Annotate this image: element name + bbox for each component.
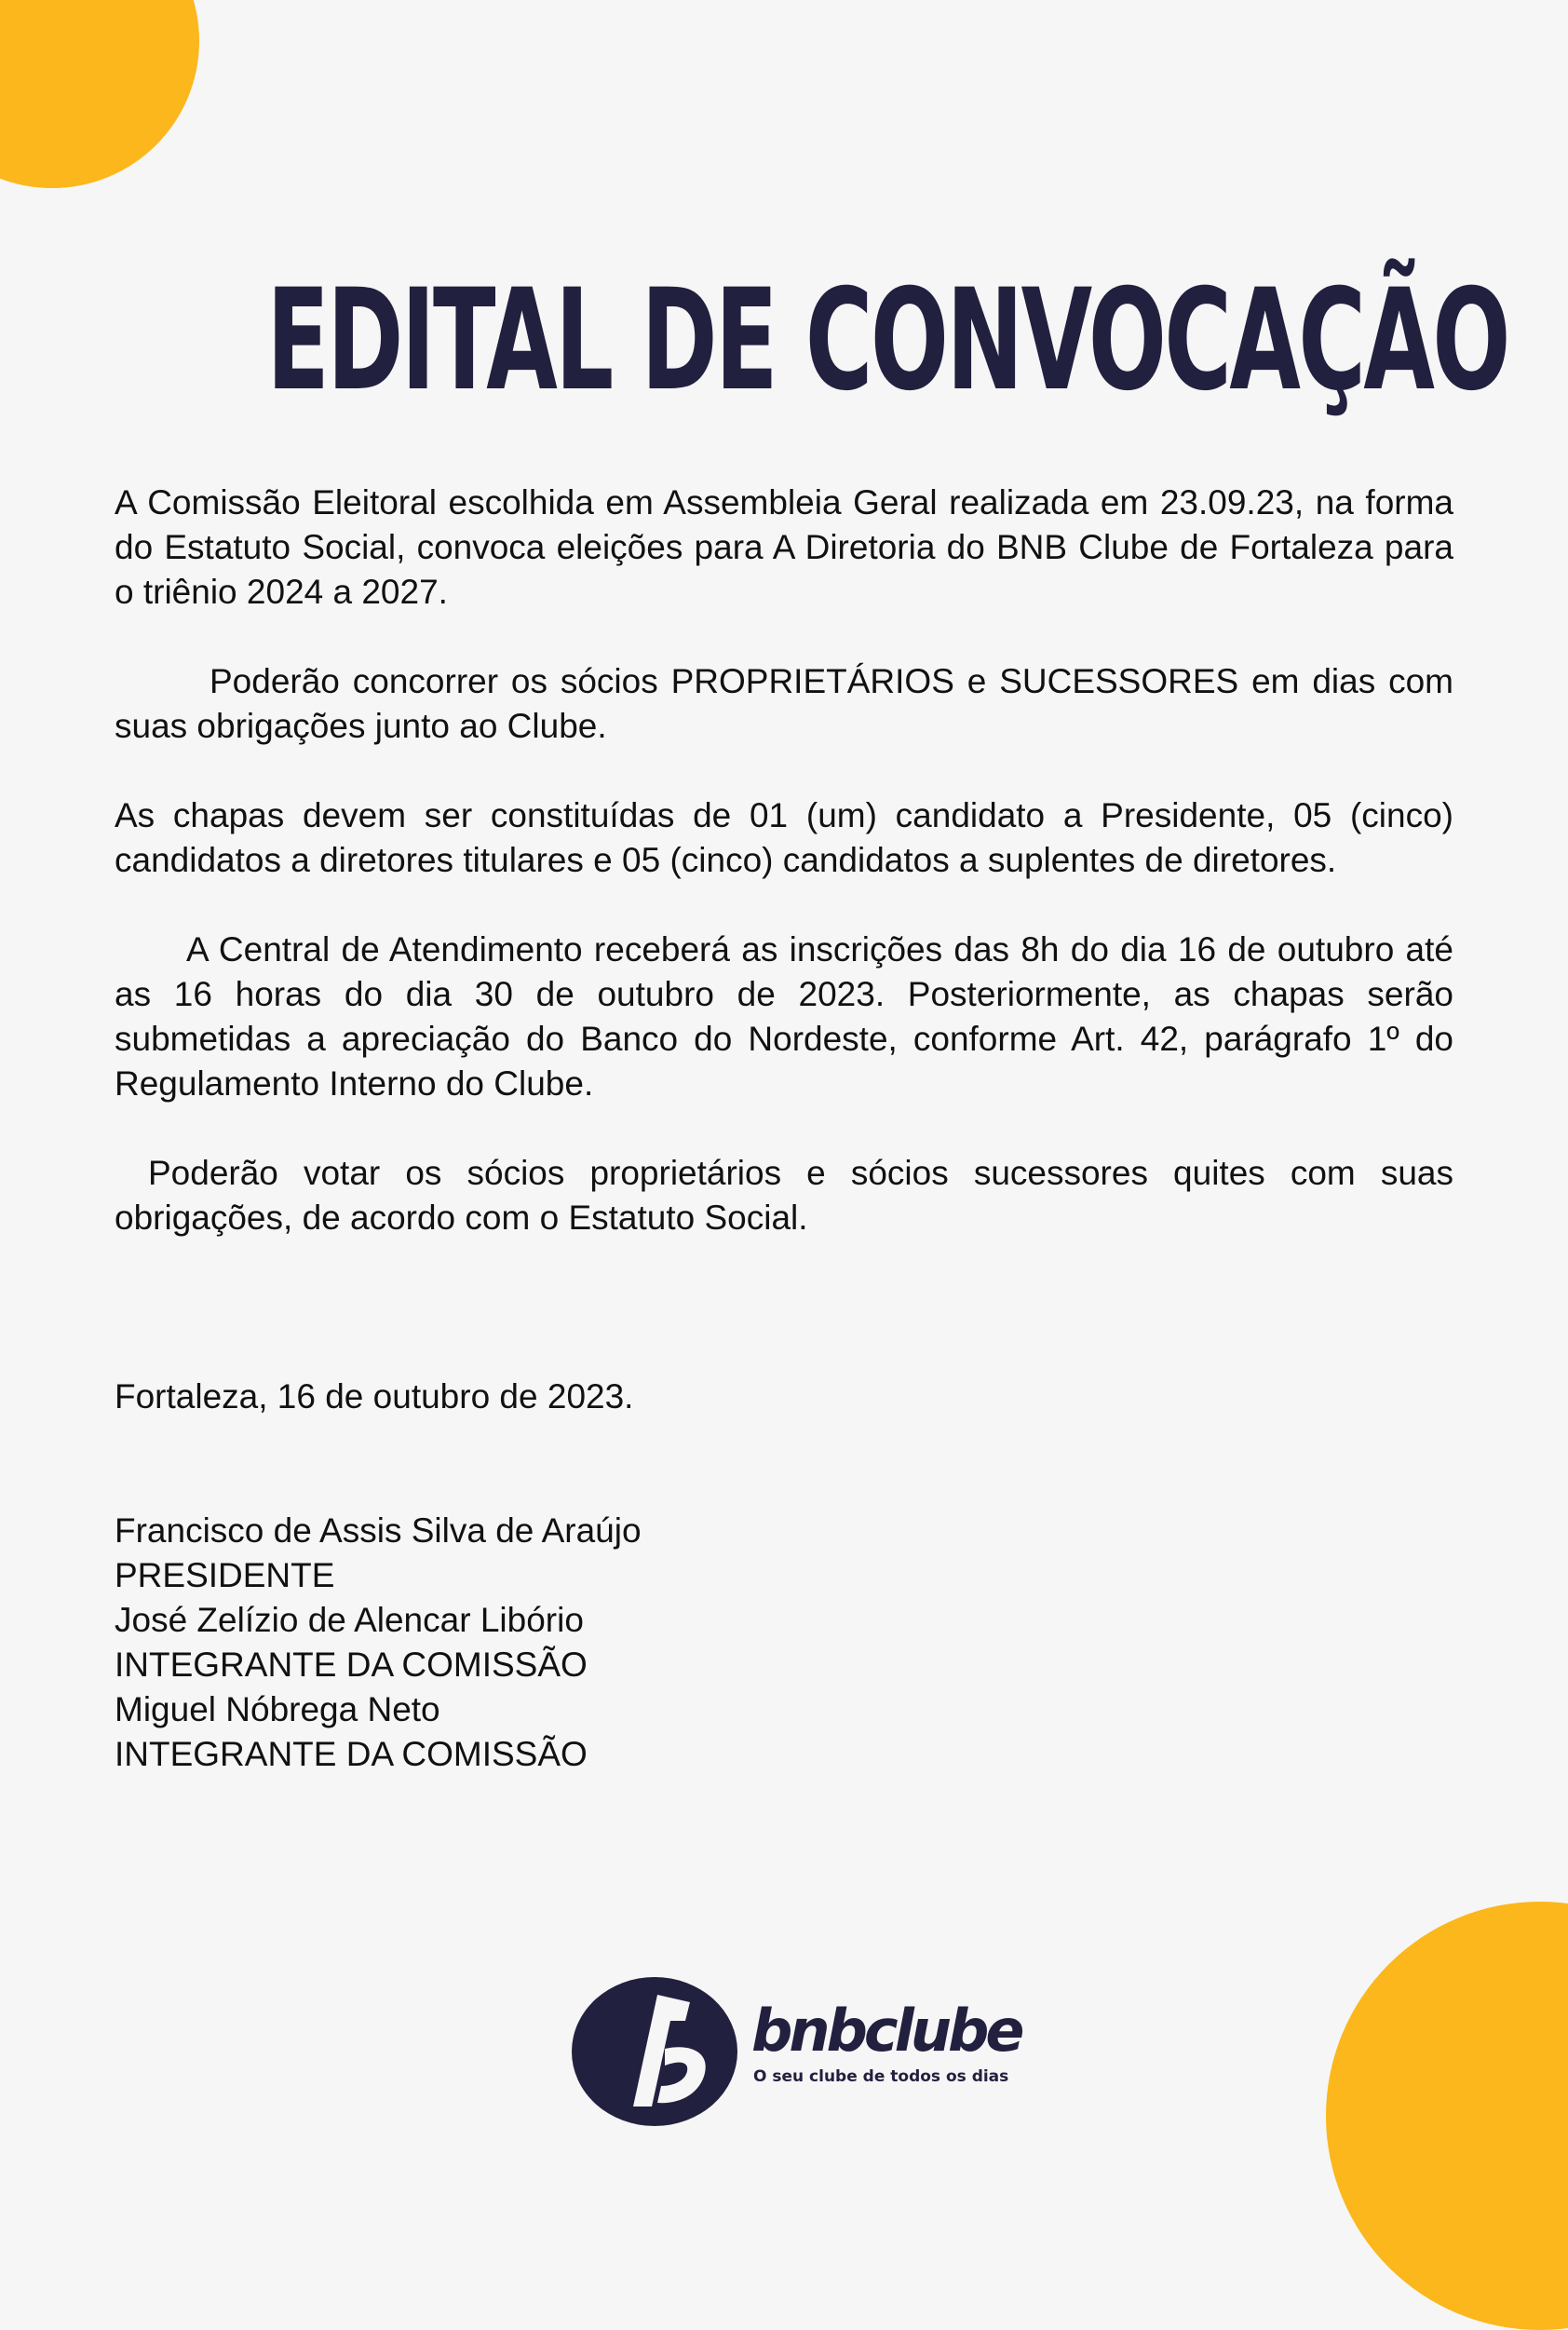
- bnbclube-logo: [572, 1976, 1021, 2129]
- signatory-name: José Zelízio de Alencar Libório: [115, 1601, 584, 1639]
- document-title: EDITAL DE CONVOCAÇÃO: [266, 259, 1508, 422]
- paragraph-registration-period: A Central de Atendimento receberá as inscrições das 8h do dia 16 de outubro até as 16 horas do dia 30 de outubro de 2023. Posteriormente, as chapas serão submetidas a apreciação do Banco do Nordeste, conforme Art. 42, parágrafo 1º do Regulamento Interno do Clube.: [115, 930, 1453, 1103]
- decorative-circle-top-left: [0, 0, 199, 188]
- bnbclube-logo-mark-icon: [572, 1976, 739, 2129]
- signatory-role: INTEGRANTE DA COMISSÃO: [115, 1646, 588, 1684]
- logo-slogan: O seu clube de todos os dias: [753, 2067, 1009, 2086]
- paragraph-slate-composition: As chapas devem ser constituídas de 01 (um) candidato a Presidente, 05 (cinco) candidatos a diretores titulares e 05 (cinco) candidatos a suplentes de diretores.: [115, 796, 1453, 879]
- signatory-name: Francisco de Assis Silva de Araújo: [115, 1511, 642, 1550]
- logo-wordmark: bnbclube: [751, 1997, 1021, 2065]
- paragraph-election-call: A Comissão Eleitoral escolhida em Assembleia Geral realizada em 23.09.23, na forma do Estatuto Social, convoca eleições para A Diretoria do BNB Clube de Fortaleza para o triênio 2024 a 2027.: [115, 483, 1453, 611]
- signatory-name: Miguel Nóbrega Neto: [115, 1690, 440, 1728]
- signatory-role: PRESIDENTE: [115, 1556, 335, 1594]
- decorative-circle-bottom-right: [1326, 1902, 1568, 2330]
- signature-block: [115, 1509, 642, 1777]
- date-line: Fortaleza, 16 de outubro de 2023.: [115, 1377, 634, 1416]
- paragraph-eligible-candidates: Poderão concorrer os sócios PROPRIETÁRIOS e SUCESSORES em dias com suas obrigações junto ao Clube.: [115, 662, 1453, 745]
- paragraph-eligible-voters: Poderão votar os sócios proprietários e sócios sucessores quites com suas obrigações, de acordo com o Estatuto Social.: [115, 1154, 1453, 1237]
- signatory-role: INTEGRANTE DA COMISSÃO: [115, 1735, 588, 1773]
